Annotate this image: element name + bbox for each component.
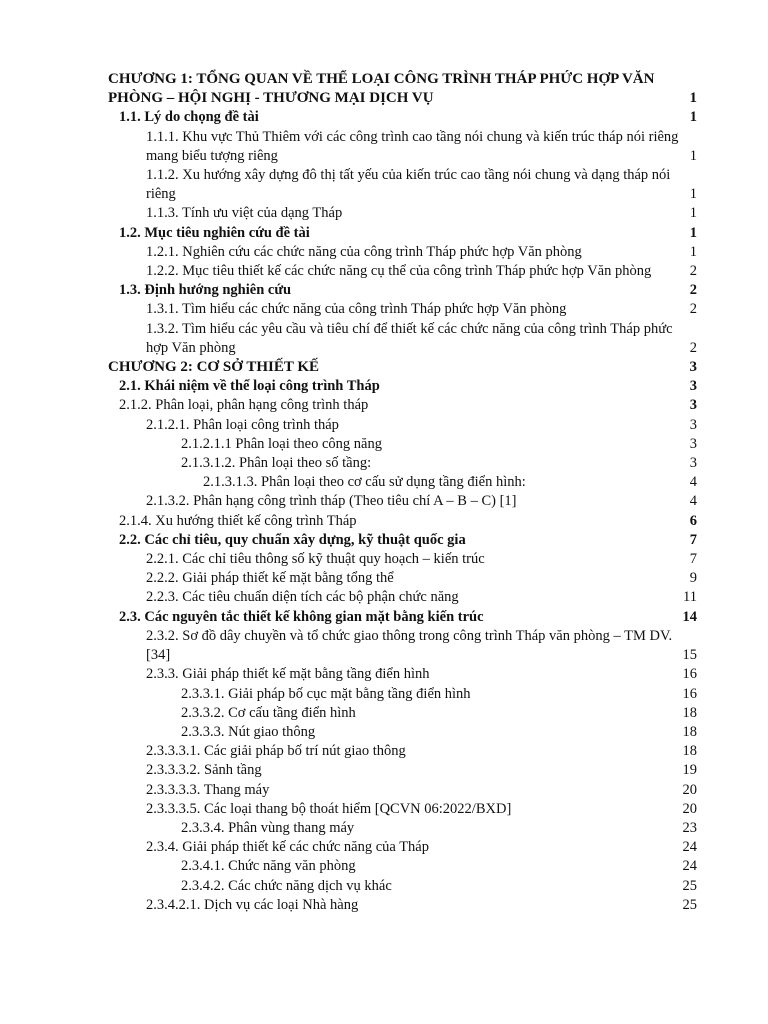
- toc-entry[interactable]: [108, 396, 697, 415]
- toc-entry-page-number: 25: [682, 896, 697, 913]
- toc-entry-title: 2.1.3.1.3. Phân loại theo cơ cấu sử dụng tầng điển hình:: [203, 474, 526, 491]
- toc-entry[interactable]: [108, 704, 697, 723]
- toc-entry-title: 2.1.2. Phân loại, phân hạng công trình tháp: [119, 397, 369, 414]
- toc-entry-page-number: 3: [689, 416, 697, 433]
- toc-entry[interactable]: [108, 550, 697, 569]
- toc-entry-title: 1.1. Lý do chọng đề tài: [119, 109, 259, 126]
- toc-entry-page-number: 24: [682, 839, 697, 856]
- toc-entry-title: 2.2.1. Các chỉ tiêu thông số kỹ thuật quy hoạch – kiến trúc: [146, 551, 485, 568]
- toc-entry-page-number: 6: [689, 512, 697, 529]
- toc-entry[interactable]: [108, 473, 697, 492]
- toc-entry[interactable]: [108, 857, 697, 876]
- toc-entry-page-number: 3: [689, 435, 697, 452]
- toc-entry-title: 1.1.1. Khu vực Thủ Thiêm với các công trình cao tầng nói chung và kiến trúc tháp nói riêng mang biểu tượng riêng: [146, 128, 679, 164]
- toc-entry-title: 1.1.2. Xu hướng xây dựng đô thị tất yếu của kiến trúc cao tầng nói chung và dạng tháp nói riêng: [146, 167, 671, 203]
- toc-entry-page-number: 9: [689, 570, 697, 587]
- toc-entry[interactable]: [108, 742, 697, 761]
- toc-entry[interactable]: [108, 800, 697, 819]
- toc-entry[interactable]: [108, 512, 697, 531]
- toc-entry-title: 2.3.4. Giải pháp thiết kế các chức năng của Tháp: [146, 839, 429, 856]
- toc-entry-title: 2.3.4.2. Các chức năng dịch vụ khác: [181, 877, 392, 894]
- toc-entry-title: 2.3. Các nguyên tắc thiết kế không gian mặt bằng kiến trúc: [119, 608, 484, 625]
- toc-entry-title: 2.2.2. Giải pháp thiết kế mặt bằng tổng thể: [146, 570, 394, 587]
- toc-entry[interactable]: [108, 435, 697, 454]
- toc-entry-page-number: 1: [689, 109, 697, 126]
- toc-entry-page-number: 14: [682, 608, 697, 625]
- toc-entry[interactable]: [108, 838, 697, 857]
- toc-entry-title: 2.3.3.4. Phân vùng thang máy: [181, 819, 355, 836]
- toc-entry-title: 2.2.3. Các tiêu chuẩn diện tích các bộ phận chức năng: [146, 589, 459, 606]
- toc-entry-title: 1.2. Mục tiêu nghiên cứu đề tài: [119, 224, 310, 241]
- toc-entry-page-number: 3: [689, 378, 697, 395]
- toc-entry-title: 2.3.2. Sơ đồ dây chuyền và tổ chức giao thông trong công trình Tháp văn phòng – TM DV. [34]: [146, 627, 673, 664]
- toc-chapter-entry[interactable]: [108, 70, 697, 108]
- toc-entry[interactable]: [108, 877, 697, 896]
- toc-entry-page-number: 3: [689, 397, 697, 414]
- toc-entry[interactable]: [108, 243, 697, 262]
- toc-entry[interactable]: [108, 896, 697, 915]
- toc-entry-page-number: 25: [682, 877, 697, 894]
- toc-entry-title: 2.1.3.1.2. Phân loại theo số tầng:: [181, 455, 372, 472]
- toc-entry-title: 2.3.3.3. Nút giao thông: [181, 723, 316, 740]
- toc-entry-title: CHƯƠNG 1: TỔNG QUAN VỀ THỂ LOẠI CÔNG TRÌNH THÁP PHỨC HỢP VĂN PHÒNG – HỘI NGHỊ - THƯƠNG MẠI DỊCH VỤ: [108, 71, 655, 107]
- toc-entry-page-number: 7: [689, 551, 697, 568]
- toc-entry-title: 2.1. Khái niệm về thể loại công trình Tháp: [119, 378, 380, 395]
- toc-entry[interactable]: [108, 588, 697, 607]
- toc-chapter-entry[interactable]: [108, 358, 697, 377]
- toc-entry[interactable]: [108, 166, 697, 204]
- toc-entry[interactable]: [108, 454, 697, 473]
- toc-entry-title: 2.1.3.2. Phân hạng công trình tháp (Theo tiêu chí A – B – C) [1]: [146, 493, 517, 510]
- toc-entry-title: 2.3.4.1. Chức năng văn phòng: [181, 858, 356, 875]
- toc-entry[interactable]: [108, 761, 697, 780]
- toc-entry-page-number: 18: [682, 704, 697, 721]
- toc-entry[interactable]: [108, 781, 697, 800]
- toc-entry[interactable]: [108, 627, 697, 665]
- toc-entry-page-number: 2: [689, 339, 697, 356]
- toc-entry-title: 2.2. Các chỉ tiêu, quy chuẩn xây dựng, kỹ thuật quốc gia: [119, 531, 466, 548]
- toc-entry-page-number: 23: [682, 819, 697, 836]
- toc-entry-page-number: 20: [682, 800, 697, 817]
- toc-entry-page-number: 15: [682, 647, 697, 664]
- toc-entry-page-number: 18: [682, 723, 697, 740]
- toc-entry-title: 1.1.3. Tính ưu việt của dạng Tháp: [146, 205, 343, 222]
- toc-entry[interactable]: [108, 320, 697, 358]
- toc-entry[interactable]: [108, 685, 697, 704]
- toc-entry-page-number: 2: [689, 263, 697, 280]
- toc-entry-page-number: 16: [682, 666, 697, 683]
- toc-entry-title: 2.3.3. Giải pháp thiết kế mặt bằng tầng điển hình: [146, 666, 430, 683]
- toc-entry-page-number: 24: [682, 858, 697, 875]
- toc-entry[interactable]: [108, 819, 697, 838]
- toc-entry-page-number: 19: [682, 762, 697, 779]
- toc-entry-title: 2.3.3.3.1. Các giải pháp bố trí nút giao thông: [146, 743, 406, 760]
- toc-entry-page-number: 1: [689, 90, 697, 107]
- toc-entry-title: CHƯƠNG 2: CƠ SỞ THIẾT KẾ: [108, 359, 320, 376]
- toc-entry-page-number: 11: [683, 589, 697, 606]
- toc-entry-page-number: 1: [689, 224, 697, 241]
- toc-entry-page-number: 1: [689, 186, 697, 203]
- toc-entry-title: 2.3.3.3.2. Sảnh tầng: [146, 762, 262, 779]
- toc-entry-title: 1.3.1. Tìm hiểu các chức năng của công trình Tháp phức hợp Văn phòng: [146, 301, 567, 318]
- toc-entry[interactable]: [108, 262, 697, 281]
- toc-entry-page-number: 16: [682, 685, 697, 702]
- toc-section-entry[interactable]: [108, 224, 697, 243]
- toc-entry-page-number: 2: [689, 301, 697, 318]
- toc-entry-title: 1.3. Định hướng nghiên cứu: [119, 282, 292, 299]
- toc-entry[interactable]: [108, 300, 697, 319]
- toc-entry-title: 2.3.4.2.1. Dịch vụ các loại Nhà hàng: [146, 896, 359, 913]
- toc-entry[interactable]: [108, 204, 697, 223]
- toc-entry-page-number: 4: [689, 474, 697, 491]
- toc-entry[interactable]: [108, 569, 697, 588]
- toc-entry-page-number: 2: [689, 282, 697, 299]
- toc-entry-title: 2.3.3.2. Cơ cấu tầng điển hình: [181, 704, 356, 721]
- toc-section-entry[interactable]: [108, 531, 697, 550]
- toc-entry-page-number: 7: [689, 531, 697, 548]
- toc-entry-title: 2.1.2.1.1 Phân loại theo công năng: [181, 435, 382, 452]
- toc-entry-title: 1.3.2. Tìm hiểu các yêu cầu và tiêu chí để thiết kế các chức năng của công trình Tháp phức hợp Văn phòng: [146, 320, 673, 356]
- toc-entry-page-number: 4: [689, 493, 697, 510]
- toc-entry-page-number: 3: [689, 359, 697, 376]
- toc-entry[interactable]: [108, 128, 697, 166]
- toc-entry-page-number: 3: [689, 455, 697, 472]
- toc-entry-page-number: 1: [689, 243, 697, 260]
- toc-section-entry[interactable]: [108, 377, 697, 396]
- toc-entry-title: 2.1.2.1. Phân loại công trình tháp: [146, 416, 339, 433]
- toc-section-entry[interactable]: [108, 281, 697, 300]
- toc-entry-page-number: 18: [682, 743, 697, 760]
- toc-entry-page-number: 1: [689, 205, 697, 222]
- toc-entry[interactable]: [108, 665, 697, 684]
- toc-entry-title: 2.3.3.1. Giải pháp bố cục mặt bằng tầng điển hình: [181, 685, 471, 702]
- table-of-contents: [108, 70, 697, 915]
- toc-entry[interactable]: [108, 492, 697, 511]
- toc-entry[interactable]: [108, 416, 697, 435]
- toc-entry-title: 2.1.4. Xu hướng thiết kế công trình Tháp: [119, 512, 357, 529]
- toc-section-entry[interactable]: [108, 608, 697, 627]
- toc-entry-title: 1.2.1. Nghiên cứu các chức năng của công trình Tháp phức hợp Văn phòng: [146, 243, 582, 260]
- toc-entry-title: 2.3.3.3.5. Các loại thang bộ thoát hiểm [QCVN 06:2022/BXD]: [146, 800, 512, 817]
- toc-entry-page-number: 1: [689, 147, 697, 164]
- toc-entry-title: 2.3.3.3.3. Thang máy: [146, 781, 270, 798]
- toc-entry-title: 1.2.2. Mục tiêu thiết kế các chức năng cụ thể của công trình Tháp phức hợp Văn phòng: [146, 263, 652, 280]
- toc-entry[interactable]: [108, 723, 697, 742]
- toc-section-entry[interactable]: [108, 108, 697, 127]
- toc-entry-page-number: 20: [682, 781, 697, 798]
